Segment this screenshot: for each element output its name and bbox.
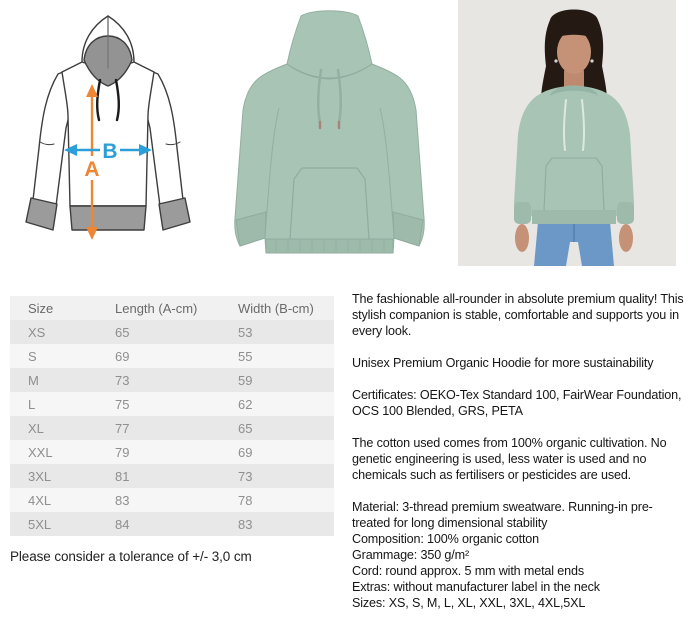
earring-icon (590, 59, 593, 62)
hoodie-flat-illustration (222, 6, 437, 260)
hoodie-flat-photo (222, 6, 437, 260)
spec-line: Material: 3-thread premium sweatware. Running-in pre-treated for long dimensional stability (352, 500, 653, 530)
table-row: 3XL 81 73 (10, 464, 334, 488)
spec-list (352, 499, 689, 611)
table-row: S 69 55 (10, 344, 334, 368)
length-label: A (84, 158, 100, 181)
earring-icon (554, 59, 557, 62)
table-row: XS 65 53 (10, 320, 334, 344)
col-header-width: Width (B-cm) (238, 300, 314, 316)
description-paragraph: Certificates: OEKO-Tex Standard 100, FairWear Foundation, OCS 100 Blended, GRS, PETA (352, 388, 682, 418)
hoodie-measurement-diagram (20, 10, 200, 255)
table-row: 5XL 84 83 (10, 512, 334, 536)
hoodie-sketch-icon (20, 10, 200, 255)
table-row: M 73 59 (10, 368, 334, 392)
table-row: L 75 62 (10, 392, 334, 416)
size-table (10, 296, 334, 536)
table-row: XL 77 65 (10, 416, 334, 440)
hoodie-model-photo (458, 0, 676, 266)
spec-line: Composition: 100% organic cotton (352, 532, 540, 546)
model-illustration (458, 0, 676, 266)
description-paragraph: The cotton used comes from 100% organic cultivation. No genetic engineering is used, less water is used and no chemicals such as fertilisers or pesticides are used. (352, 436, 667, 482)
width-label: B (102, 140, 118, 163)
spec-line: Sizes: XS, S, M, L, XL, XXL, 3XL, 4XL,5XL (352, 596, 586, 610)
col-header-length: Length (A-cm) (115, 300, 198, 316)
col-header-size: Size (28, 300, 54, 316)
product-description (352, 291, 689, 611)
spec-line: Cord: round approx. 5 mm with metal ends (352, 564, 584, 578)
tolerance-note: Please consider a tolerance of +/- 3,0 cm (10, 549, 252, 564)
table-row: 4XL 83 78 (10, 488, 334, 512)
table-row: XXL 79 69 (10, 440, 334, 464)
size-table-header-row (10, 296, 334, 320)
description-paragraph: The fashionable all-rounder in absolute premium quality! This stylish companion is stable, comfortable and supports you in every look. (352, 292, 684, 338)
spec-line: Extras: without manufacturer label in the neck (352, 580, 600, 594)
description-paragraph: Unisex Premium Organic Hoodie for more sustainability (352, 356, 654, 370)
hem-band (266, 239, 393, 253)
spec-line: Grammage: 350 g/m² (352, 548, 469, 562)
